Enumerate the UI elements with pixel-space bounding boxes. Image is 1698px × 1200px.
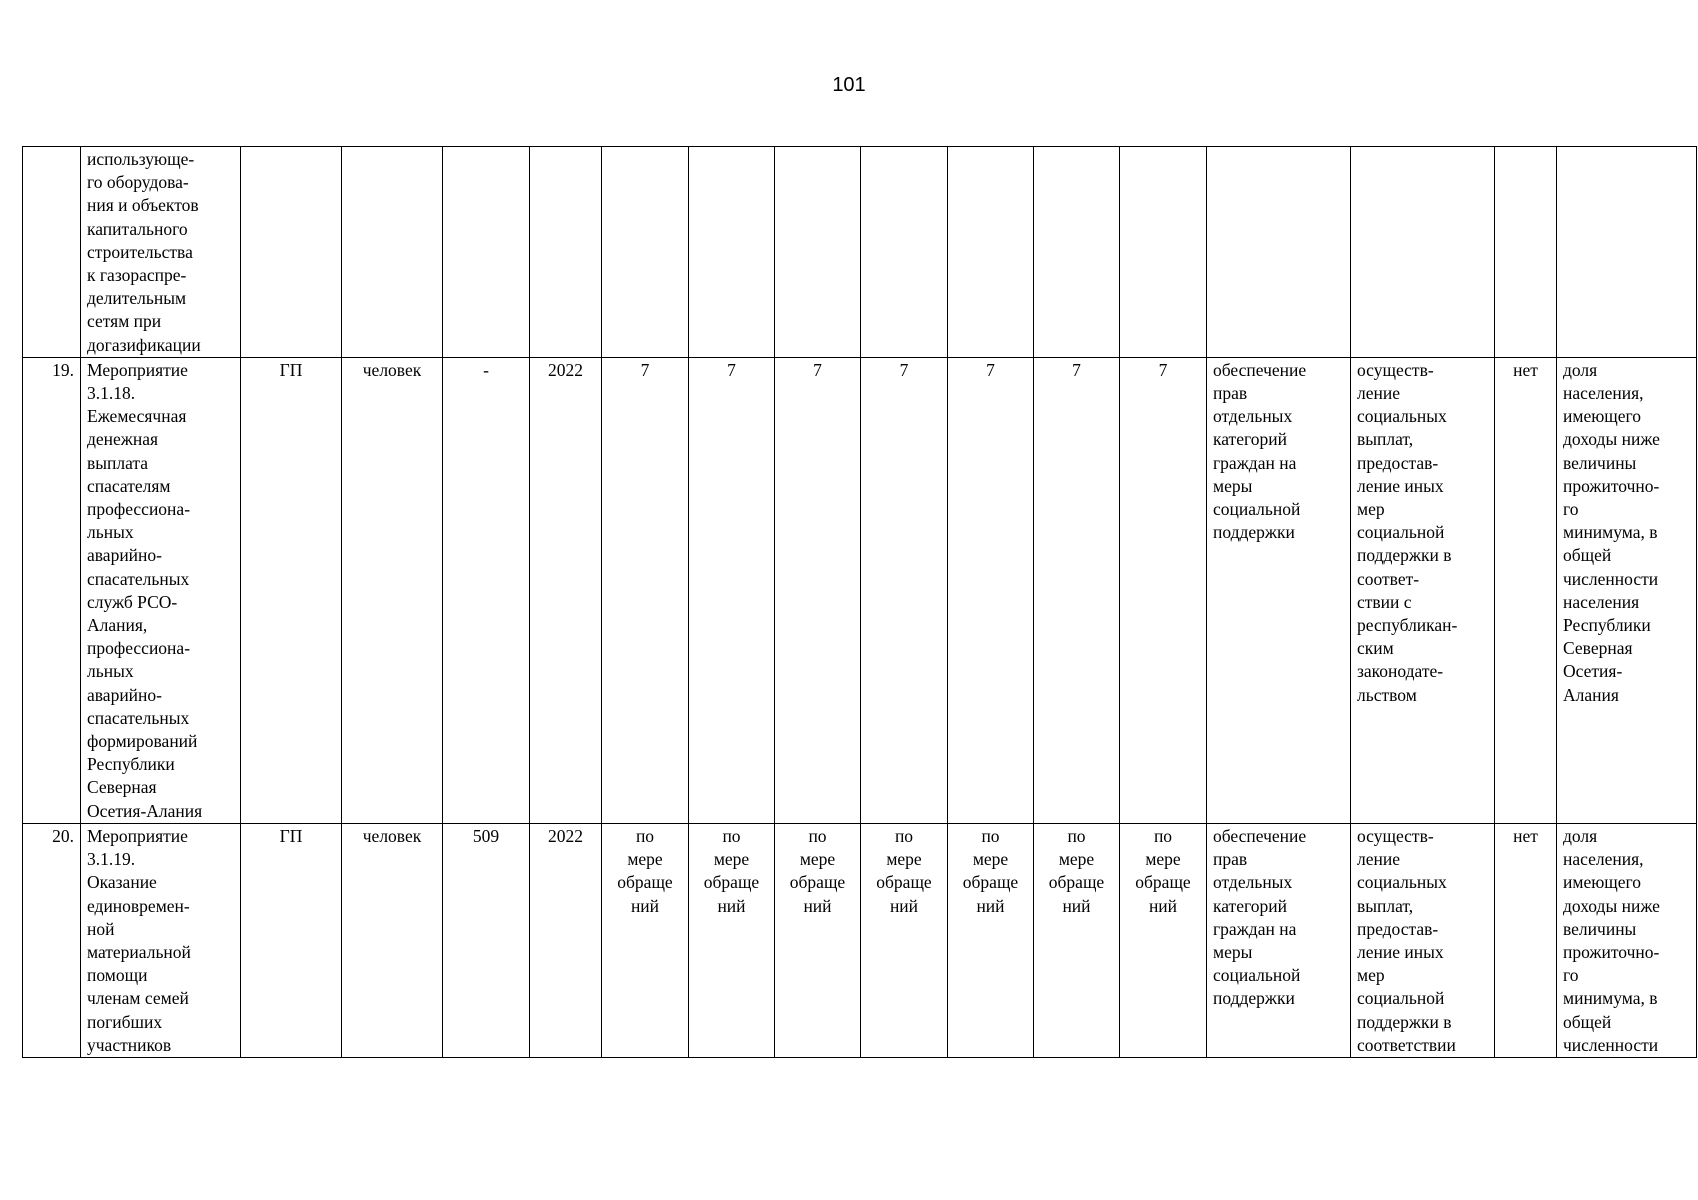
content-cell-line: выплат, bbox=[1357, 429, 1414, 450]
indicator-cell-line: имеющего bbox=[1563, 406, 1642, 427]
content-cell-line: социальных bbox=[1357, 406, 1447, 427]
event-name-cell bbox=[81, 357, 241, 823]
event-name-cell-line: Мероприятие bbox=[87, 359, 188, 380]
content-cell-line: выплат, bbox=[1357, 895, 1414, 916]
responsible-cell: ГП bbox=[241, 823, 342, 1057]
indicator-cell-line: населения, bbox=[1563, 383, 1644, 404]
indicator-cell-line: численности bbox=[1563, 1034, 1659, 1055]
value-cell-6-line: ний bbox=[1062, 895, 1091, 916]
content-cell-line: ствии с bbox=[1357, 591, 1412, 612]
indicator-cell-line: минимума, в bbox=[1563, 988, 1658, 1009]
value-cell-2-line: обраще bbox=[703, 872, 760, 893]
expected-result-cell-line: обеспечение bbox=[1213, 825, 1307, 846]
content-cell-line: льством bbox=[1357, 684, 1417, 705]
value-cell-2-line: мере bbox=[713, 849, 750, 870]
value-cell-1-line: по bbox=[635, 825, 655, 846]
content-cell-line: осуществ- bbox=[1357, 825, 1434, 846]
value-cell-7: 7 bbox=[1120, 357, 1207, 823]
row-number-cell: 19. bbox=[23, 357, 81, 823]
event-name-cell-line: участников bbox=[87, 1034, 172, 1055]
indicator-cell-line: имеющего bbox=[1563, 872, 1642, 893]
value-cell-3-line: ний bbox=[803, 895, 832, 916]
event-name-cell-line: Ежемесячная bbox=[87, 406, 187, 427]
indicator-cell-line: Алания bbox=[1563, 684, 1619, 705]
event-name-cell-line: 3.1.19. bbox=[87, 849, 136, 870]
expected-result-cell-line: поддержки bbox=[1213, 988, 1295, 1009]
content-cell-line: ление bbox=[1357, 849, 1400, 870]
expected-result-cell-line: социальной bbox=[1213, 499, 1301, 520]
expected-result-cell bbox=[1207, 147, 1351, 358]
event-name-cell-line: материальной bbox=[87, 941, 191, 962]
year-cell bbox=[530, 147, 602, 358]
indicator-cell-line: го bbox=[1563, 965, 1579, 986]
event-name-cell-line: делительным bbox=[87, 288, 187, 309]
content-cell-line: республикан- bbox=[1357, 615, 1458, 636]
table-row bbox=[23, 357, 1697, 823]
indicator-cell-line: величины bbox=[1563, 452, 1637, 473]
value-cell-3-line: обраще bbox=[789, 872, 846, 893]
event-name-cell-line: членам семей bbox=[87, 988, 189, 1009]
event-name-cell-line: к газораспре- bbox=[87, 265, 187, 286]
value-cell-6 bbox=[1034, 147, 1120, 358]
content-cell bbox=[1351, 823, 1495, 1057]
value-cell-7-line: ний bbox=[1148, 895, 1178, 916]
event-name-cell-line: льных bbox=[87, 661, 134, 682]
event-name-cell-line: аварийно- bbox=[87, 545, 162, 566]
value-cell-6 bbox=[1034, 823, 1120, 1057]
risk-cell: нет bbox=[1495, 357, 1557, 823]
table-row bbox=[23, 147, 1697, 358]
expected-result-cell-line: категорий bbox=[1213, 429, 1287, 450]
content-cell-line: осуществ- bbox=[1357, 359, 1434, 380]
event-name-cell-line: ния и объектов bbox=[87, 195, 199, 216]
value-cell-7-line: мере bbox=[1145, 849, 1181, 870]
content-cell bbox=[1351, 357, 1495, 823]
content-cell-line: соответствии bbox=[1357, 1034, 1456, 1055]
value-cell-2 bbox=[689, 147, 775, 358]
value-cell-3: 7 bbox=[775, 357, 861, 823]
event-name-cell-line: денежная bbox=[87, 429, 159, 450]
event-name-cell-line: формирований bbox=[87, 731, 198, 752]
value-cell-6: 7 bbox=[1034, 357, 1120, 823]
value-cell-7-line: обраще bbox=[1135, 872, 1191, 893]
content-cell-line: мер bbox=[1357, 499, 1385, 520]
content-cell-line: предостав- bbox=[1357, 918, 1439, 939]
indicator-cell bbox=[1557, 147, 1697, 358]
value-cell-3 bbox=[775, 147, 861, 358]
value-cell-1-line: обраще bbox=[617, 872, 673, 893]
indicator-cell-line: населения, bbox=[1563, 849, 1644, 870]
content-cell-line: социальной bbox=[1357, 988, 1445, 1009]
content-cell-line: соответ- bbox=[1357, 568, 1420, 589]
event-name-cell-line: Северная bbox=[87, 777, 157, 798]
indicator-cell-line: Республики bbox=[1563, 615, 1651, 636]
value-cell-2: 7 bbox=[689, 357, 775, 823]
expected-result-cell-line: отдельных bbox=[1213, 406, 1293, 427]
event-name-cell-line: Осетия-Алания bbox=[87, 800, 203, 821]
year-cell: 2022 bbox=[530, 357, 602, 823]
value-cell-2 bbox=[689, 823, 775, 1057]
content-cell-line: ление bbox=[1357, 383, 1400, 404]
event-name-cell-line: Мероприятие bbox=[87, 825, 188, 846]
indicator-cell bbox=[1557, 357, 1697, 823]
indicator-cell-line: минимума, в bbox=[1563, 522, 1658, 543]
event-name-cell-line: выплата bbox=[87, 452, 149, 473]
value-cell-5-line: мере bbox=[972, 849, 1009, 870]
value-cell-7-line: по bbox=[1153, 825, 1173, 846]
value-cell-5 bbox=[948, 823, 1034, 1057]
responsible-cell bbox=[241, 147, 342, 358]
risk-cell bbox=[1495, 147, 1557, 358]
value-cell-1 bbox=[602, 147, 689, 358]
indicator-cell-line: численности bbox=[1563, 568, 1659, 589]
event-name-cell-line: служб РСО- bbox=[87, 591, 178, 612]
expected-result-cell-line: поддержки bbox=[1213, 522, 1295, 543]
expected-result-cell-line: меры bbox=[1213, 941, 1253, 962]
value-cell-6-line: мере bbox=[1058, 849, 1095, 870]
content-cell-line: социальной bbox=[1357, 522, 1445, 543]
event-name-cell-line: спасателям bbox=[87, 475, 171, 496]
expected-result-cell-line: обеспечение bbox=[1213, 359, 1307, 380]
content-cell-line: социальных bbox=[1357, 872, 1447, 893]
value-cell-4 bbox=[861, 147, 948, 358]
content-cell-line: ление иных bbox=[1357, 941, 1444, 962]
event-name-cell-line: единовремен- bbox=[87, 895, 190, 916]
event-name-cell-line: строительства bbox=[87, 241, 193, 262]
expected-result-cell-line: прав bbox=[1213, 383, 1248, 404]
content-cell-line: поддержки в bbox=[1357, 545, 1452, 566]
event-name-cell-line: догазификации bbox=[87, 334, 201, 355]
indicator-cell bbox=[1557, 823, 1697, 1057]
expected-result-cell-line: прав bbox=[1213, 849, 1248, 870]
base-value-cell: 509 bbox=[443, 823, 530, 1057]
indicator-cell-line: Северная bbox=[1563, 638, 1633, 659]
row-number-cell: 20. bbox=[23, 823, 81, 1057]
event-name-cell bbox=[81, 147, 241, 358]
expected-result-cell-line: отдельных bbox=[1213, 872, 1293, 893]
expected-result-cell-line: категорий bbox=[1213, 895, 1287, 916]
content-cell-line: законодате- bbox=[1357, 661, 1444, 682]
indicator-cell-line: населения bbox=[1563, 591, 1640, 612]
indicator-cell-line: доходы ниже bbox=[1563, 895, 1660, 916]
value-cell-5-line: по bbox=[981, 825, 1000, 846]
indicator-cell-line: Осетия- bbox=[1563, 661, 1623, 682]
value-cell-5: 7 bbox=[948, 357, 1034, 823]
value-cell-7 bbox=[1120, 823, 1207, 1057]
indicator-cell-line: прожиточно- bbox=[1563, 475, 1660, 496]
indicator-cell-line: доходы ниже bbox=[1563, 429, 1660, 450]
value-cell-1 bbox=[602, 823, 689, 1057]
value-cell-4-line: мере bbox=[886, 849, 922, 870]
value-cell-3 bbox=[775, 823, 861, 1057]
value-cell-4-line: ний bbox=[889, 895, 919, 916]
expected-result-cell bbox=[1207, 357, 1351, 823]
event-name-cell-line: льных bbox=[87, 522, 134, 543]
value-cell-5-line: обраще bbox=[962, 872, 1019, 893]
risk-cell: нет bbox=[1495, 823, 1557, 1057]
expected-result-cell-line: меры bbox=[1213, 475, 1253, 496]
content-cell bbox=[1351, 147, 1495, 358]
table-row bbox=[23, 823, 1697, 1057]
value-cell-5-line: ний bbox=[976, 895, 1005, 916]
value-cell-7 bbox=[1120, 147, 1207, 358]
measures-table bbox=[22, 146, 1697, 1058]
indicator-cell-line: величины bbox=[1563, 918, 1637, 939]
event-name-cell bbox=[81, 823, 241, 1057]
year-cell: 2022 bbox=[530, 823, 602, 1057]
event-name-cell-line: профессиона- bbox=[87, 638, 191, 659]
indicator-cell-line: доля bbox=[1563, 825, 1598, 846]
event-name-cell-line: использующе- bbox=[87, 149, 195, 169]
expected-result-cell-line: граждан на bbox=[1213, 918, 1297, 939]
base-value-cell bbox=[443, 147, 530, 358]
content-cell-line: ление иных bbox=[1357, 475, 1444, 496]
event-name-cell-line: 3.1.18. bbox=[87, 383, 136, 404]
value-cell-6-line: по bbox=[1067, 825, 1086, 846]
event-name-cell-line: спасательных bbox=[87, 707, 190, 728]
value-cell-5 bbox=[948, 147, 1034, 358]
indicator-cell-line: доля bbox=[1563, 359, 1598, 380]
indicator-cell-line: общей bbox=[1563, 1011, 1612, 1032]
event-name-cell-line: Республики bbox=[87, 754, 175, 775]
value-cell-4 bbox=[861, 823, 948, 1057]
event-name-cell-line: капитального bbox=[87, 218, 188, 239]
event-name-cell-line: помощи bbox=[87, 965, 148, 986]
unit-cell: человек bbox=[342, 823, 443, 1057]
content-cell-line: мер bbox=[1357, 965, 1385, 986]
event-name-cell-line: Оказание bbox=[87, 872, 157, 893]
unit-cell bbox=[342, 147, 443, 358]
value-cell-2-line: ний bbox=[717, 895, 746, 916]
value-cell-2-line: по bbox=[722, 825, 741, 846]
content-cell-line: поддержки в bbox=[1357, 1011, 1452, 1032]
responsible-cell: ГП bbox=[241, 357, 342, 823]
expected-result-cell-line: граждан на bbox=[1213, 452, 1297, 473]
value-cell-6-line: обраще bbox=[1048, 872, 1105, 893]
event-name-cell-line: ной bbox=[87, 918, 115, 939]
event-name-cell-line: погибших bbox=[87, 1011, 163, 1032]
value-cell-1-line: ний bbox=[630, 895, 660, 916]
value-cell-4: 7 bbox=[861, 357, 948, 823]
value-cell-3-line: мере bbox=[799, 849, 836, 870]
value-cell-3-line: по bbox=[808, 825, 827, 846]
expected-result-cell-line: социальной bbox=[1213, 965, 1301, 986]
event-name-cell-line: профессиона- bbox=[87, 499, 191, 520]
expected-result-cell bbox=[1207, 823, 1351, 1057]
base-value-cell: - bbox=[443, 357, 530, 823]
row-number-cell bbox=[23, 147, 81, 358]
content-cell-line: ским bbox=[1357, 638, 1394, 659]
indicator-cell-line: го bbox=[1563, 499, 1579, 520]
value-cell-1: 7 bbox=[602, 357, 689, 823]
value-cell-4-line: по bbox=[894, 825, 914, 846]
event-name-cell-line: сетям при bbox=[87, 311, 162, 332]
indicator-cell-line: прожиточно- bbox=[1563, 941, 1660, 962]
unit-cell: человек bbox=[342, 357, 443, 823]
value-cell-1-line: мере bbox=[627, 849, 663, 870]
event-name-cell-line: аварийно- bbox=[87, 684, 162, 705]
value-cell-4-line: обраще bbox=[876, 872, 932, 893]
page-number: 101 bbox=[832, 74, 866, 96]
event-name-cell-line: го оборудова- bbox=[87, 172, 189, 193]
event-name-cell-line: Алания, bbox=[87, 615, 148, 636]
indicator-cell-line: общей bbox=[1563, 545, 1612, 566]
content-cell-line: предостав- bbox=[1357, 452, 1439, 473]
event-name-cell-line: спасательных bbox=[87, 568, 190, 589]
